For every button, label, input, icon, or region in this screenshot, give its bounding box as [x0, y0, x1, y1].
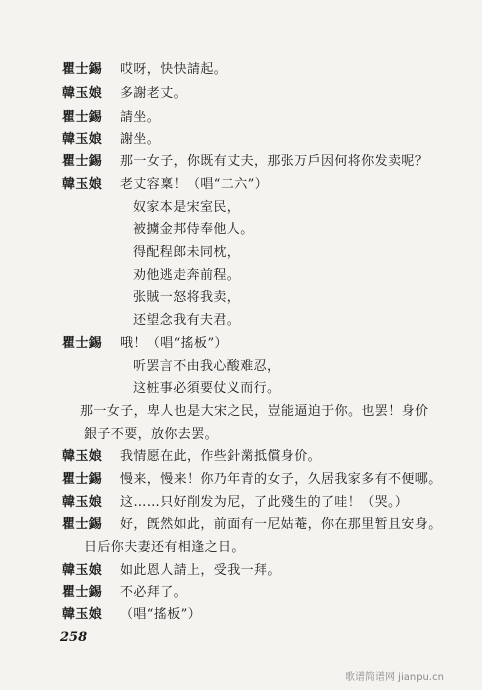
- prose-line: 銀子不要，放你去罢。: [84, 427, 219, 442]
- speech-text: 好，旣然如此，前面有一尼姑菴，你在那里暂且安身。: [120, 517, 442, 532]
- dialogue-line: [62, 517, 442, 533]
- prose-line: 日后你夫妻还有相逢之日。: [84, 540, 245, 555]
- dialogue-line: [62, 86, 187, 102]
- speaker-name: 韓玉娘: [62, 563, 103, 578]
- watermark: 歌谱简谱网 jianpu.cn: [345, 672, 444, 683]
- speaker-name: 韓玉娘: [62, 495, 103, 510]
- speech-text: 多謝老丈。: [120, 86, 188, 101]
- verse-line: 奴家本是宋室民，: [133, 200, 241, 215]
- dialogue-line: [62, 62, 227, 78]
- page-number: 258: [60, 630, 88, 645]
- verse-line: 劝他逃走奔前程。: [133, 268, 241, 283]
- speech-text: 如此恩人請上，受我一拜。: [120, 563, 281, 578]
- speaker-name: 瞿士錫: [62, 154, 103, 169]
- dialogue-line: [62, 472, 442, 488]
- dialogue-line: [62, 132, 160, 148]
- dialogue-line: [62, 449, 321, 465]
- dialogue-line: [62, 495, 408, 511]
- speech-text: 請坐。: [120, 110, 161, 125]
- speech-text: 哎呀，快快請起。: [120, 62, 228, 77]
- speech-text: 不必拜了。: [120, 585, 188, 600]
- speech-text: 老丈容稟！（唱“二六”）: [120, 177, 269, 192]
- verse-line: 还望念我有夫君。: [133, 313, 241, 328]
- speaker-name: 韓玉娘: [62, 132, 103, 147]
- speech-text: 这……只好削发为尼，了此殘生的了哇！（哭。）: [120, 495, 409, 510]
- speaker-name: 瞿士錫: [62, 62, 103, 77]
- speaker-name: 瞿士錫: [62, 110, 103, 125]
- speaker-name: 韓玉娘: [62, 607, 103, 622]
- speaker-name: 韓玉娘: [62, 86, 103, 101]
- dialogue-line: [62, 154, 428, 170]
- speaker-name: 瞿士錫: [62, 585, 103, 600]
- dialogue-line: [62, 607, 201, 623]
- speaker-name: 韓玉娘: [62, 177, 103, 192]
- dialogue-line: [62, 110, 160, 126]
- dialogue-line: [62, 177, 268, 193]
- speaker-name: 瞿士錫: [62, 336, 103, 351]
- verse-line: 得配程郎未同枕，: [133, 245, 241, 260]
- verse-line: 这桩事必須要仗义而行。: [133, 381, 281, 396]
- speech-text: 慢来，慢来！你乃年青的女子，久居我家多有不便哪。: [120, 472, 442, 487]
- speech-text: 哦！（唱“搖板”）: [120, 336, 228, 351]
- speech-text: 那一女子，你既有丈夫，那张万戶因何将你发卖呢？: [120, 154, 429, 169]
- verse-line: 被擄金邦侍奉他人。: [133, 222, 254, 237]
- speaker-name: 韓玉娘: [62, 449, 103, 464]
- dialogue-line: [62, 336, 228, 352]
- speech-text: 我情愿在此，作些針黹抵償身价。: [120, 449, 322, 464]
- verse-line: 听罢言不由我心酸难忍，: [133, 359, 281, 374]
- speaker-name: 瞿士錫: [62, 472, 103, 487]
- dialogue-line: [62, 585, 187, 601]
- verse-line: 张賊一怒将我卖，: [133, 290, 241, 305]
- prose-line: 那一女子，卑人也是大宋之民，豈能逼迫于你。也罢！身价: [80, 404, 429, 419]
- speech-text: （唱“搖板”）: [120, 607, 202, 622]
- speaker-name: 瞿士錫: [62, 517, 103, 532]
- dialogue-line: [62, 563, 281, 579]
- speech-text: 謝坐。: [120, 132, 161, 147]
